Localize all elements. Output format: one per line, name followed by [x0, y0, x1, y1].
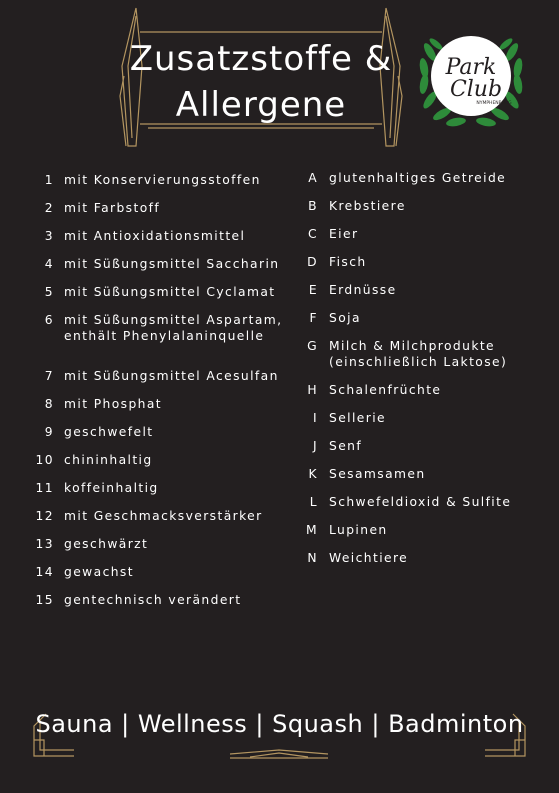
additive-row-code: 5	[44, 285, 54, 299]
additive-row-code: 4	[44, 257, 54, 271]
additive-row-code: 6	[44, 313, 54, 327]
additive-row-code: 1	[44, 173, 54, 187]
additive-row-label-continued: enthält Phenylalaninquelle	[64, 329, 265, 343]
additive-row-code: 14	[35, 565, 54, 579]
additive-row-label: mit Phosphat	[64, 397, 163, 411]
additive-row-label: mit Süßungsmittel Cyclamat	[64, 285, 276, 299]
allergen-row-label: Senf	[329, 439, 363, 453]
logo-name-line-1: Park	[445, 55, 497, 80]
allergen-row-code: M	[305, 523, 318, 537]
allergen-row-label: Soja	[329, 311, 361, 325]
allergen-row-label: Krebstiere	[329, 199, 406, 213]
allergen-row-code: D	[307, 255, 318, 269]
allergen-row-label: Erdnüsse	[329, 283, 397, 297]
allergen-row-label: Sellerie	[329, 411, 387, 425]
additive-row-label: gentechnisch verändert	[64, 593, 242, 607]
footer-services: Sauna | Wellness | Squash | Badminton	[35, 710, 524, 738]
additive-row-label: mit Konservierungsstoffen	[64, 173, 261, 187]
allergen-row-label: Lupinen	[329, 523, 388, 537]
additive-row-label: geschwefelt	[64, 425, 154, 439]
allergen-row-label: Schalenfrüchte	[329, 383, 442, 397]
additive-row-label: mit Süßungsmittel Aspartam,	[64, 313, 283, 327]
allergen-row-code: K	[308, 467, 318, 481]
title-frame	[118, 6, 404, 152]
allergen-row-code: H	[307, 383, 318, 397]
additive-row-label: gewachst	[64, 565, 134, 579]
additive-row-label: chininhaltig	[64, 453, 153, 467]
allergen-row-code: I	[312, 411, 318, 425]
allergen-row-code: L	[309, 495, 318, 509]
allergen-row-code: F	[309, 311, 318, 325]
allergen-row-code: E	[308, 283, 318, 297]
additive-row-code: 8	[44, 397, 54, 411]
allergen-row-code: J	[312, 439, 318, 453]
title-line-1: Zusatzstoffe &	[129, 39, 393, 79]
logo-subtitle: NYMPHENBURG	[476, 101, 512, 106]
additive-row-code: 15	[35, 593, 54, 607]
additive-row-code: 13	[35, 537, 54, 551]
additive-row-code: 9	[44, 425, 54, 439]
page-title	[118, 36, 404, 128]
allergen-row-code: N	[307, 551, 318, 565]
additive-row-code: 11	[35, 481, 54, 495]
allergen-row-label-continued: (einschließlich Laktose)	[329, 355, 508, 369]
allergen-row-label: Schwefeldioxid & Sulfite	[329, 495, 512, 509]
allergen-row-label: Weichtiere	[329, 551, 409, 565]
park-club-logo	[412, 22, 530, 134]
allergen-row-label: Sesamsamen	[329, 467, 426, 481]
laurel-wreath-icon	[412, 22, 530, 134]
allergen-row-label: Eier	[329, 227, 359, 241]
additive-row-label: geschwärzt	[64, 537, 149, 551]
additive-row-label: mit Süßungsmittel Saccharin	[64, 257, 280, 271]
additive-row-label: mit Süßungsmittel Acesulfan	[64, 369, 279, 383]
title-line-2: Allergene	[175, 85, 347, 125]
allergen-row-code: A	[308, 171, 318, 185]
additive-row-label: koffeinhaltig	[64, 481, 159, 495]
logo-name-line-2: Club	[449, 77, 503, 102]
additive-row-code: 3	[44, 229, 54, 243]
allergen-row-code: B	[308, 199, 318, 213]
allergen-row-label: Fisch	[329, 255, 367, 269]
additive-row-code: 7	[44, 369, 54, 383]
additive-row-code: 12	[35, 509, 54, 523]
additive-row-code: 10	[35, 453, 54, 467]
additive-row-label: mit Farbstoff	[64, 201, 161, 215]
additive-row-code: 2	[44, 201, 54, 215]
allergen-row-code: G	[307, 339, 318, 353]
additive-row-label: mit Geschmacksverstärker	[64, 509, 263, 523]
additive-row-label: mit Antioxidationsmittel	[64, 229, 246, 243]
allergen-row-code: C	[308, 227, 318, 241]
allergen-row-label: glutenhaltiges Getreide	[329, 171, 507, 185]
allergen-row-label: Milch & Milchprodukte	[329, 339, 496, 353]
